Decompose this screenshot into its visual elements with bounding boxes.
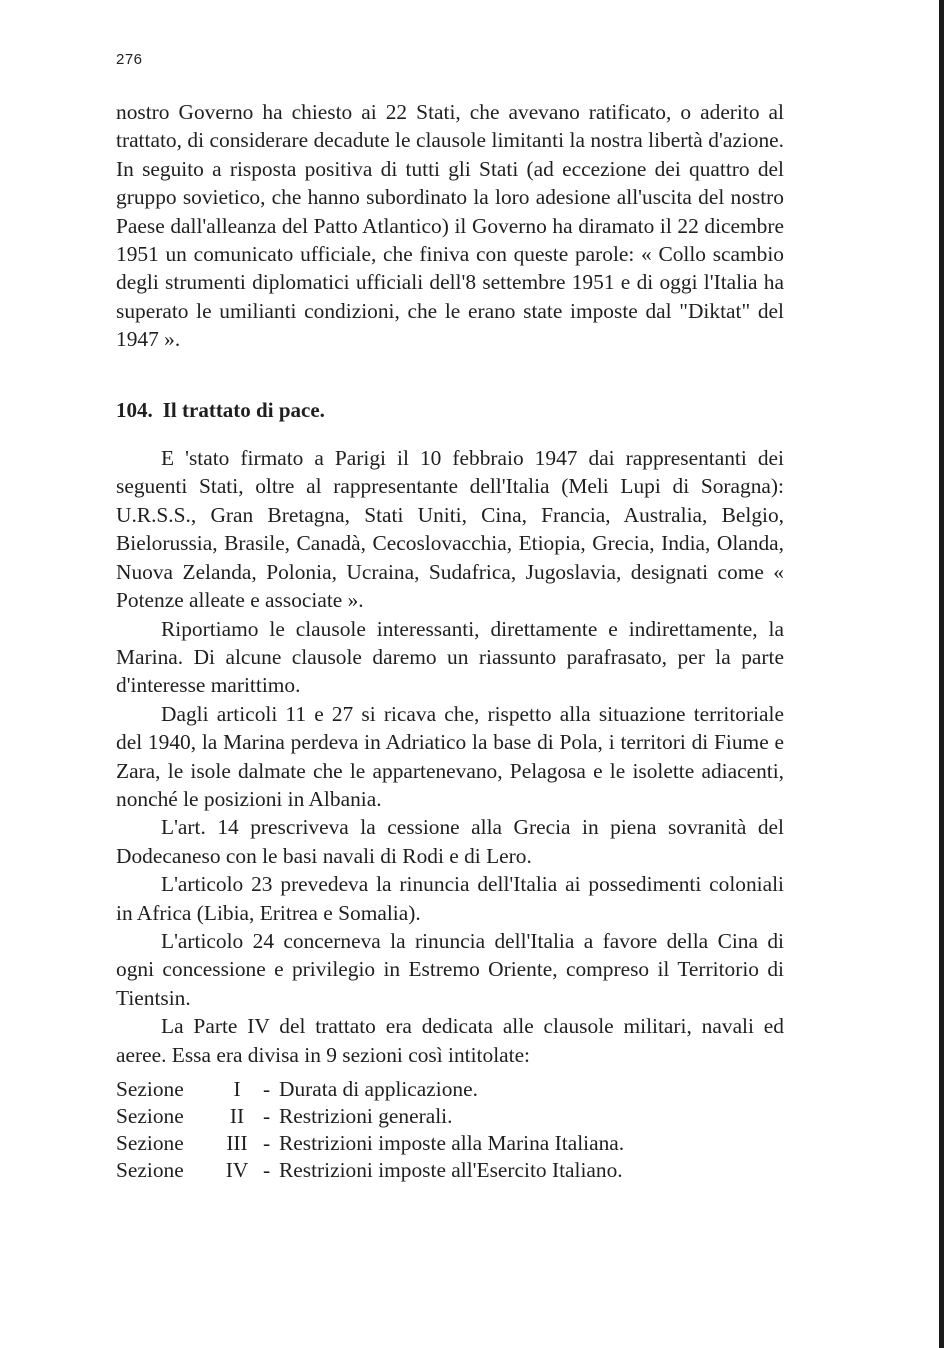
section-roman: IV [225,1158,249,1182]
section-label: Sezione [116,1077,184,1101]
paragraph: L'art. 14 prescriveva la cessione alla Grecia in piena sovranità del Dodecaneso con le basi navali di Rodi e di Lero. [116,815,784,868]
section-title: Durata di applicazione. [279,1077,478,1101]
section-dash: - [263,1131,271,1155]
section-title: Restrizioni imposte alla Marina Italiana. [279,1131,625,1155]
section-title: Restrizioni generali. [279,1104,453,1128]
paragraph-continuation: nostro Governo ha chiesto ai 22 Stati, che avevano ratificato, o aderito al trattato, di considerare decadute le clausole limitanti la nostra libertà d'azione. In seguito a risposta positiva di tutti gli Stati (ad eccezione dei quattro del gruppo sovietico, che hanno subordinato la loro adesione all'uscita del nostro Paese dall'alleanza del Patto Atlantico) il Governo ha diramato il 22 dicembre 1951 un comunicato ufficiale, che finiva con queste parole: « Collo scambio degli strumenti diplomatici ufficiali dell'8 settembre 1951 e di oggi l'Italia ha superato le umilianti condizioni, che le erano state imposte dal "Diktat" del 1947 ». [116,100,784,352]
section-heading [116,396,784,424]
section-row [116,1076,784,1103]
paragraph: L'articolo 24 concerneva la rinuncia dell'Italia a favore della Cina di ogni concessione e privilegio in Estremo Oriente, compreso il Territorio di Tientsin. [116,928,784,1010]
page-body [116,98,784,1184]
heading-number: 104. [116,397,153,422]
section-roman: II [229,1104,245,1128]
section-row [116,1103,784,1130]
section-title: Restrizioni imposte all'Esercito Italiano. [279,1158,623,1182]
section-roman: I [233,1077,241,1101]
section-label: Sezione [116,1131,184,1155]
section-row [116,1157,784,1184]
section-label: Sezione [116,1104,184,1128]
section-dash: - [263,1158,271,1182]
page-edge [939,0,944,1348]
section-roman: III [226,1131,248,1155]
section-dash: - [263,1077,271,1101]
paragraph: E 'stato firmato a Parigi il 10 febbraio 1947 dai rappresentanti dei seguenti Stati, oltre al rappresentante dell'Italia (Meli Lupi di Soragna): U.R.S.S., Gran Bretagna, Stati Uniti, Cina, Francia, Australia, Belgio, Bielorussia, Brasile, Canadà, Cecoslovacchia, Etiopia, Grecia, India, Olanda, Nuova Zelanda, Polonia, Ucraina, Sudafrica, Jugoslavia, designati come « Potenze alleate e associate ». [116,446,784,613]
section-label: Sezione [116,1158,184,1182]
paragraph: Dagli articoli 11 e 27 si ricava che, rispetto alla situazione territoriale del 1940, la Marina perdeva in Adriatico la base di Pola, i territori di Fiume e Zara, le isole dalmate che le appartenevano, Pelagosa e le isolette adiacenti, nonché le posizioni in Albania. [116,701,784,811]
section-row [116,1130,784,1157]
paragraph: Riportiamo le clausole interessanti, direttamente e indirettamente, la Marina. Di alcune clausole daremo un riassunto parafrasato, per la parte d'interesse marittimo. [116,616,784,698]
page-number: 276 [116,51,143,68]
paragraph: La Parte IV del trattato era dedicata alle clausole militari, navali ed aeree. Essa era divisa in 9 sezioni così intitolate: [116,1014,784,1067]
section-dash: - [263,1104,271,1128]
heading-title: Il trattato di pace. [162,397,325,422]
paragraph: L'articolo 23 prevedeva la rinuncia dell'Italia ai possedimenti coloniali in Africa (Libia, Eritrea e Somalia). [116,872,784,925]
sections-list [116,1076,784,1184]
